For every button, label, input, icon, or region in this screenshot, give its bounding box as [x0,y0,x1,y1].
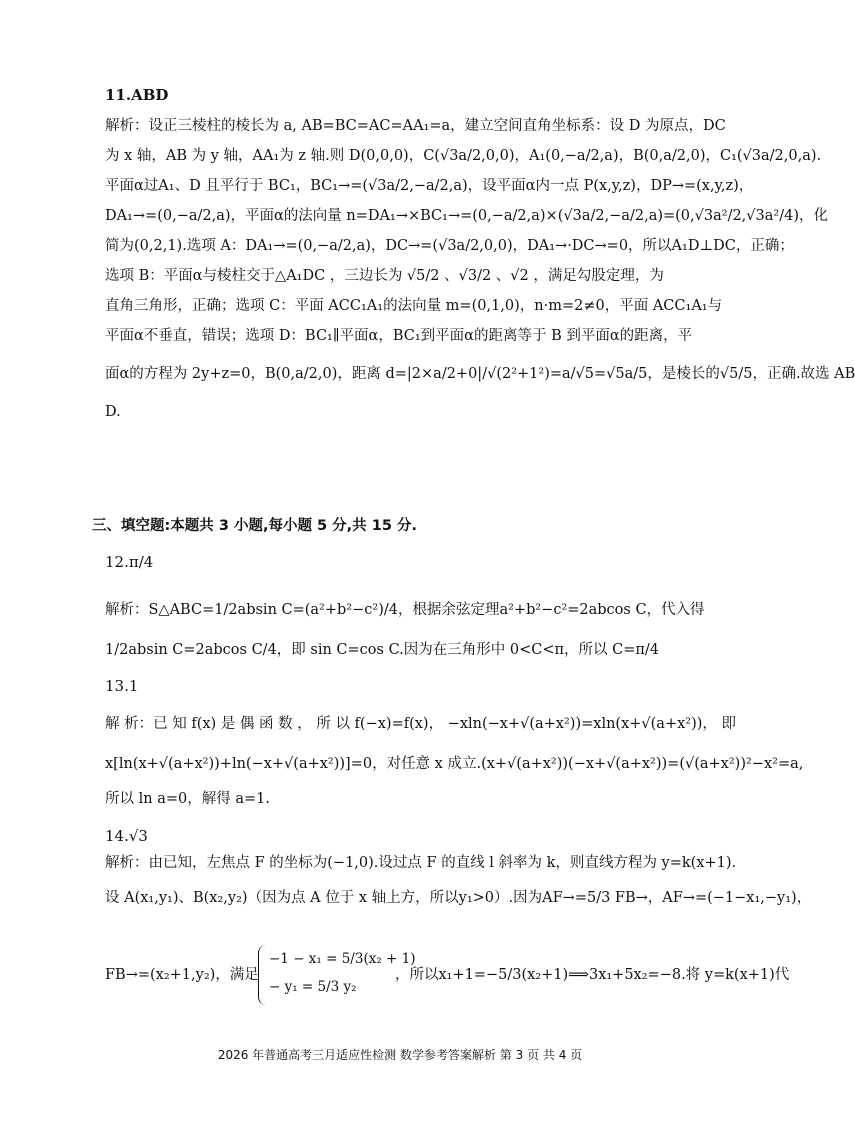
q11-line-9: 面α的方程为 2y+z=0，B(0,a/2,0)，距离 d=|2×a/2+0|/√(2²+1²)=a/√5=√5a/5，是棱长的√5/5，正确.故选 AB [105,366,855,382]
q11-line-2: 为 x 轴，AB 为 y 轴，AA₁为 z 轴.则 D(0,0,0)，C(√3a/2,0,0)，A₁(0,−a/2,a)，B(0,a/2,0)，C₁(√3a/2,0,a). [105,148,822,164]
q11-solution [105,111,855,427]
q13-line-3: 所以 ln a=0，解得 a=1. [105,791,270,807]
q11-line-7: 直角三角形，正确；选项 C：平面 ACC₁A₁的法向量 m=(0,1,0)，n·m=2≠0，平面 ACC₁A₁与 [105,298,723,314]
q14-line-1: 解析：由已知，左焦点 F 的坐标为(−1,0).设过点 F 的直线 l 斜率为 k，则直线方程为 y=k(x+1). [105,855,737,871]
q11-line-6: 选项 B：平面α与棱柱交于△A₁DC ，三边长为 √5/2 、√3/2 、√2 ，满足勾股定理，为 [105,268,664,284]
q11-line-8: 平面α不垂直，错误；选项 D：BC₁∥平面α，BC₁到平面α的距离等于 B 到平面α的距离，平 [105,328,693,344]
q14-fb-line: FB→=(x₂+1,y₂)，满足 [105,967,259,983]
q13-line-1: 解 析：已 知 f(x) 是 偶 函 数 ， 所 以 f(−x)=f(x)， −xln(−x+√(a+x²))=xln(x+√(a+x²))， 即 [105,716,737,732]
q13-solution [105,704,804,814]
q12-line-2: 1/2absin C=2abcos C/4，即 sin C=cos C.因为在三角形中 0<C<π，所以 C=π/4 [105,642,660,658]
q11-line-1: 解析：设正三棱柱的棱长为 a, AB=BC=AC=AA₁=a，建立空间直角坐标系：设 D 为原点，DC [105,118,726,134]
q11-line-5: 简为(0,2,1).选项 A：DA₁→=(0,−a/2,a)，DC→=(√3a/2,0,0)，DA₁→·DC→=0，所以A₁D⊥DC，正确； [105,238,794,254]
page-footer: 2026 年普通高考三月适应性检测 数学参考答案解析 第 3 页 共 4 页 [217,1048,583,1062]
system-eq-1: −1 − x₁ = 5/3(x₂ + 1) [269,951,416,967]
q14-line-2: 设 A(x₁,y₁)、B(x₂,y₂)（因为点 A 位于 x 轴上方，所以y₁>0）.因为AF→=5/3 FB→，AF→=(−1−x₁,−y₁)， [105,890,812,906]
q13-line-2: x[ln(x+√(a+x²))+ln(−x+√(a+x²))]=0，对任意 x 成立.(x+√(a+x²))(−x+√(a+x²))=(√(a+x²))²−x²=a, [105,756,804,772]
q11-line-3: 平面α过A₁、D 且平行于 BC₁，BC₁→=(√3a/2,−a/2,a)，设平面α内一点 P(x,y,z)，DP→=(x,y,z)， [105,178,754,194]
system-eq-2: − y₁ = 5/3 y₂ [269,979,357,995]
q12-line-1: 解析：S△ABC=1/2absin C=(a²+b²−c²)/4，根据余弦定理a²+b²−c²=2abcos C，代入得 [105,602,705,618]
q14-after-system: ，所以x₁+1=−5/3(x₂+1)⟹3x₁+5x₂=−8.将 y=k(x+1)代 [395,967,790,983]
section-heading: 三、填空题:本题共 3 小题,每小题 5 分,共 15 分. [92,518,417,534]
q14-header: 14.√3 [105,827,148,845]
q11-header: 11.ABD [105,86,169,104]
q13-header: 13.1 [105,677,139,695]
q12-header: 12.π/4 [105,553,154,571]
equation-system [258,945,416,1005]
q11-line-4: DA₁→=(0,−a/2,a)，平面α的法向量 n=DA₁→×BC₁→=(0,−a/2,a)×(√3a/2,−a/2,a)=(0,√3a²/2,√3a²/4)，化 [105,208,828,224]
q12-solution [105,590,705,670]
q11-line-10: D. [105,404,121,420]
q14-solution [105,848,812,918]
